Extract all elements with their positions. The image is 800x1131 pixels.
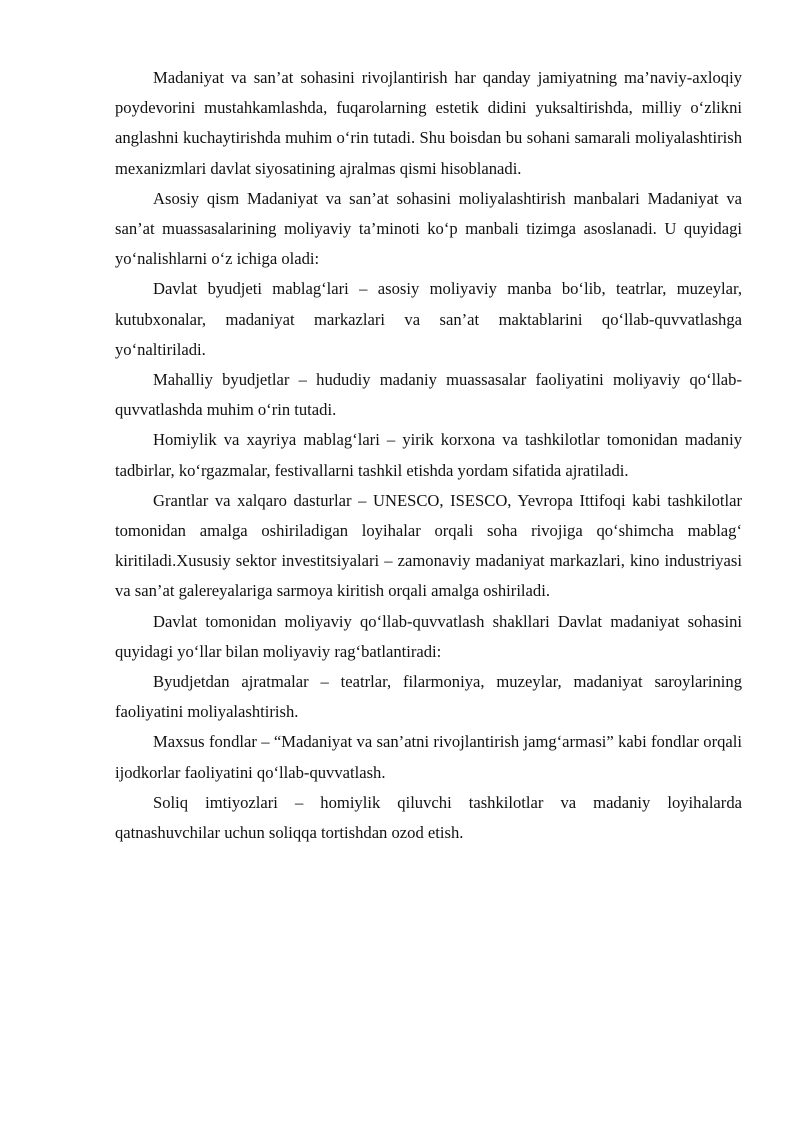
- paragraph-state-support: Davlat tomonidan moliyaviy qo‘llab-quvvatlash shakllari Davlat madaniyat sohasini quyidagi yo‘llar bilan moliyaviy rag‘batlantiradi:: [115, 611, 742, 661]
- paragraph-local-budgets: Mahalliy byudjetlar – hududiy madaniy muassasalar faoliyatini moliyaviy qo‘llab-quvvatlashda muhim o‘rin tutadi.: [115, 370, 742, 420]
- paragraph-special-funds: Maxsus fondlar – “Madaniyat va san’atni rivojlantirish jamg‘armasi” kabi fondlar orqali ijodkorlar faoliyatini qo‘llab-quvvatlash.: [115, 732, 742, 782]
- paragraph-grants: Grantlar va xalqaro dasturlar – UNESCO, ISESCO, Yevropa Ittifoqi kabi tashkilotlar tomonidan amalga oshiriladigan loyihalar orqali soha rivojiga qo‘shimcha mablag‘ kiritiladi.Xususiy sektor investitsiyalari – zamonaviy madaniyat markazlari, kino industriyasi va san’at galereyalariga sarmoya kiritish orqali amalga oshiriladi.: [115, 490, 742, 601]
- paragraph-introduction: Madaniyat va san’at sohasini rivojlantirish har qanday jamiyatning ma’naviy-axloqiy poydevorini mustahkamlashda, fuqarolarning estetik didini yuksaltirishda, milliy o‘zlikni anglashni kuchaytirishda muhim o‘rin tutadi. Shu boisdan bu sohani samarali moliyalashtirish mexanizmlari davlat siyosatining ajralmas qismi hisoblanadi.: [115, 68, 742, 178]
- paragraph-budget-allocations: Byudjetdan ajratmalar – teatrlar, filarmoniya, muzeylar, madaniyat saroylarining faoliyatini moliyalashtirish.: [115, 672, 742, 722]
- paragraph-funding-sources: Asosiy qism Madaniyat va san’at sohasini moliyalashtirish manbalari Madaniyat va san’at muassasalarining moliyaviy ta’minoti ko‘p manbali tizimga asoslanadi. U quyidagi yo‘nalishlarni o‘z ichiga oladi:: [115, 188, 742, 269]
- paragraph-state-budget: Davlat byudjeti mablag‘lari – asosiy moliyaviy manba bo‘lib, teatrlar, muzeylar, kutubxonalar, madaniyat markazlari va san’at maktablarini qo‘llab-quvvatlashga yo‘naltiriladi.: [115, 279, 742, 359]
- paragraph-tax-benefits: Soliq imtiyozlari – homiylik qiluvchi tashkilotlar va madaniy loyihalarda qatnashuvchilar uchun soliqqa tortishdan ozod etish.: [115, 792, 742, 843]
- paragraph-sponsorship: Homiylik va xayriya mablag‘lari – yirik korxona va tashkilotlar tomonidan madaniy tadbirlar, ko‘rgazmalar, festivallarni tashkil etishda yordam sifatida ajratiladi.: [115, 430, 742, 480]
- document-page: [115, 63, 742, 848]
